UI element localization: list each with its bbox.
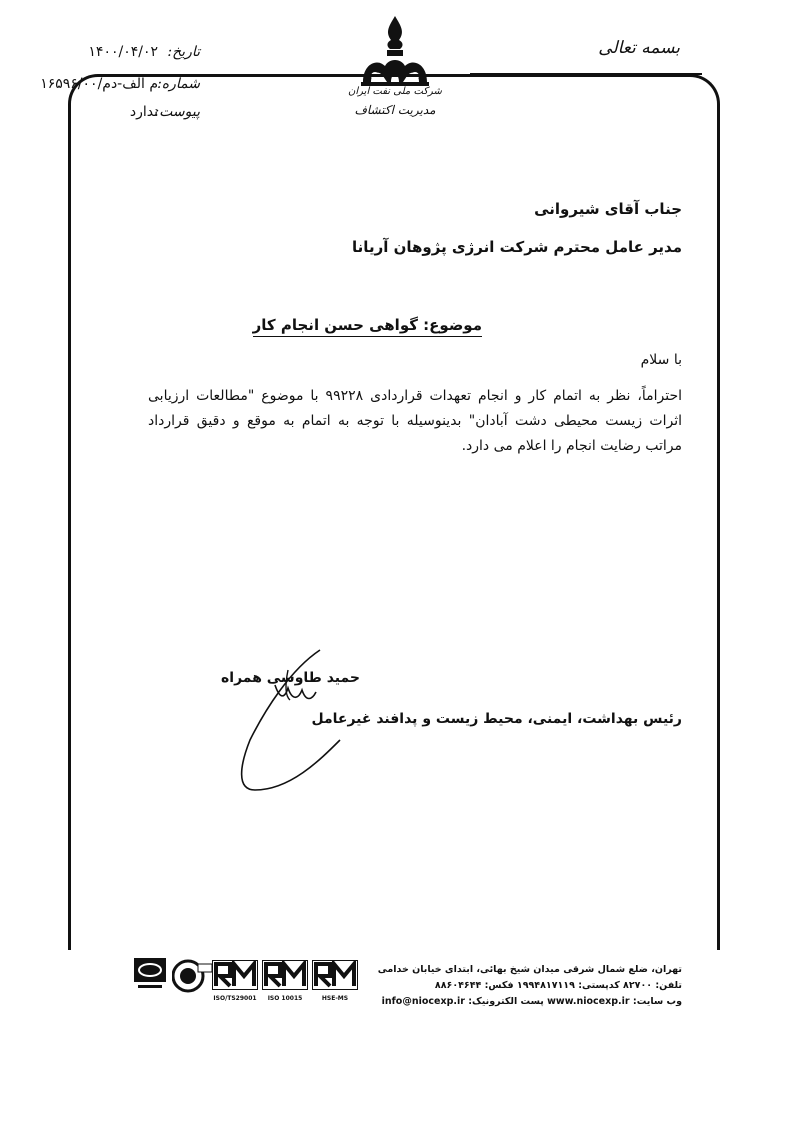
eseq-certification-icon bbox=[134, 958, 166, 992]
body-paragraph: احتراماً، نظر به اتمام کار و انجام تعهدات قراردادی ۹۹۲۲۸ با موضوع "مطالعات ارزیابی اثرات زیست محیطی دشت آبادان" بدینوسیله با توجه به اتمام به موقع و دقیق قرارداد مراتب رضایت انجام را اعلام می دارد. bbox=[148, 388, 682, 454]
recipient-title: مدیر عامل محترم شرکت انرژی پژوهان آریانا bbox=[352, 238, 682, 256]
attachment-label: پیوست: bbox=[154, 104, 200, 120]
qm-badge-3-icon bbox=[312, 960, 358, 990]
footer-web-email: وب سایت: www.niocexp.ir پست الکترونیک: info@niocexp.ir bbox=[381, 996, 682, 1007]
number-label: شماره: bbox=[157, 76, 200, 92]
subject-line: موضوع: گواهی حسن انجام کار bbox=[253, 316, 482, 337]
date-value: ۱۴۰۰/۰۴/۰۲ bbox=[88, 44, 158, 60]
date-row bbox=[30, 44, 200, 66]
number-value: م الف-دم/۱۶۵۹۶/۰۰ bbox=[40, 76, 158, 92]
attachment-value: ندارد bbox=[129, 104, 158, 120]
badge-label-3: HSE-MS bbox=[321, 995, 349, 1002]
badge-label-1: ISO/TS29001 bbox=[213, 995, 257, 1002]
recipient-name: جناب آقای شیروانی bbox=[534, 200, 682, 218]
company-name: شرکت ملی نفت ایران bbox=[348, 86, 442, 97]
signer-name: حمید طاوسی همراه bbox=[221, 670, 360, 686]
qm-badge-1-icon bbox=[212, 960, 258, 990]
inec-certification-icon bbox=[172, 958, 212, 994]
badge-label-2: ISO 10015 bbox=[267, 995, 303, 1002]
signer-title: رئیس بهداشت، ایمنی، محیط زیست و پدافند غیرعامل bbox=[311, 711, 682, 727]
greeting: با سلام bbox=[640, 352, 682, 368]
invocation-text: بسمه تعالی bbox=[598, 38, 680, 58]
date-label: تاریخ: bbox=[167, 44, 200, 60]
qm-badge-2-icon bbox=[262, 960, 308, 990]
footer-address: تهران، ضلع شمال شرقی میدان شیخ بهائی، ابتدای خیابان خدامی bbox=[377, 964, 682, 975]
department-name: مدیریت اکتشاف bbox=[354, 103, 436, 117]
footer-phone-fax: تلفن: ۸۲۷۰۰ کدپستی: ۱۹۹۴۸۱۷۱۱۹ فکس: ۸۸۶۰۴۶۴۴ bbox=[434, 980, 682, 991]
